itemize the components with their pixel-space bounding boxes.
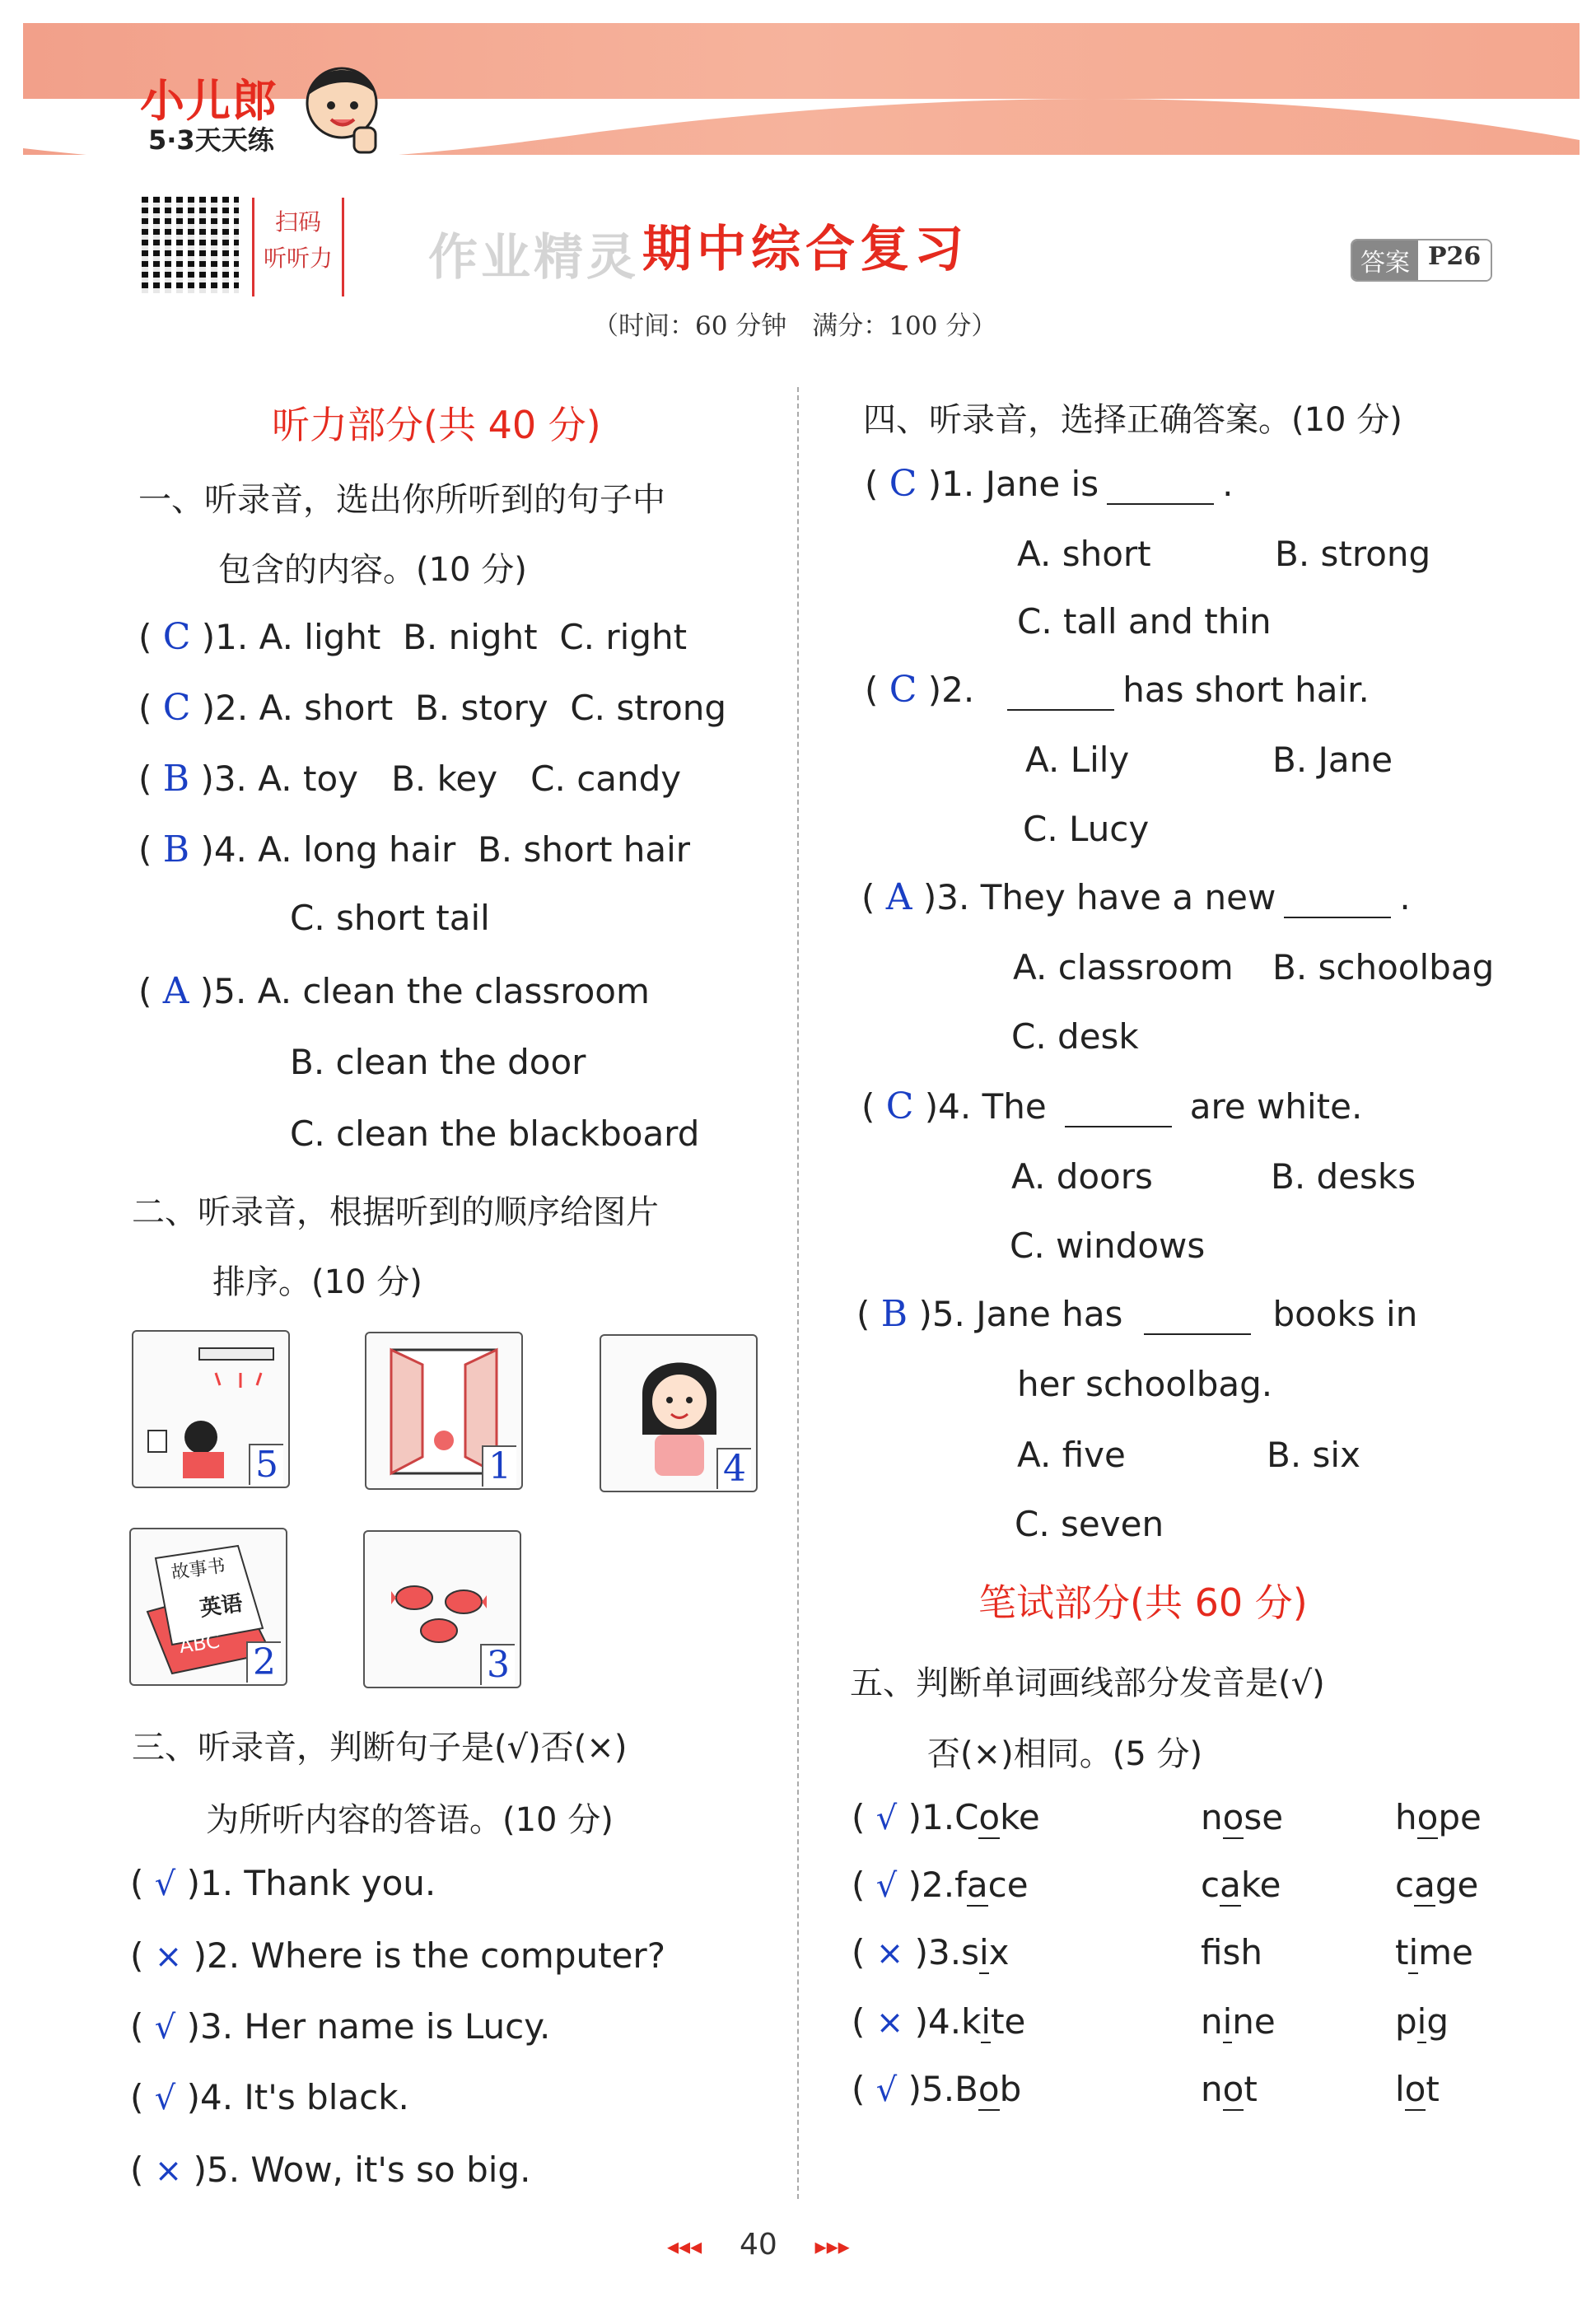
book-title-2: 英语 xyxy=(198,1590,245,1622)
time-score-info: （时间：60 分钟 满分：100 分） xyxy=(593,311,997,341)
s5-answer-5: √ xyxy=(875,2071,898,2109)
s4-question-3: ( A )3. They have a new . xyxy=(861,876,1411,918)
watermark: 作业精灵 xyxy=(428,229,639,287)
s3-answer-5: × xyxy=(154,2152,183,2190)
scan-label-line2: 听听力 xyxy=(263,245,333,272)
page-title: 期中综合复习 xyxy=(642,221,968,278)
s5-question-1: ( √ )1.Coke xyxy=(852,1797,1040,1837)
scan-label-line1: 扫码 xyxy=(274,208,321,236)
s5-answer-2: √ xyxy=(875,1867,898,1905)
column-divider xyxy=(797,387,799,2199)
book-title-3: ABC xyxy=(177,1629,222,1658)
picture-order-number: 5 xyxy=(249,1444,283,1485)
picture-order-number: 4 xyxy=(716,1448,751,1489)
s4-q1-option-c: C. tall and thin xyxy=(1017,601,1272,642)
s5-q2-word3: cage xyxy=(1395,1865,1479,1905)
page-number: 40 xyxy=(739,2228,777,2262)
s3-answer-2: × xyxy=(154,1938,183,1976)
answer-blank xyxy=(1007,709,1114,711)
s4-q3-option-b: B. schoolbag xyxy=(1272,947,1495,987)
s1-question-3: ( B )3. A. toy B. key C. candy xyxy=(138,758,682,800)
s5-answer-1: √ xyxy=(875,1800,898,1837)
s4-q4-option-a: A. doors xyxy=(1011,1156,1153,1197)
section3-title-line2: 为所听内容的答语。(10 分) xyxy=(206,1801,614,1839)
picture-storybook xyxy=(129,1528,287,1686)
s3-answer-3: √ xyxy=(154,2009,176,2047)
listening-section-heading: 听力部分(共 40 分) xyxy=(272,403,601,447)
s1-answer-4: B xyxy=(162,829,190,871)
s4-q5-option-c: C. seven xyxy=(1015,1504,1164,1544)
picture-order-number: 2 xyxy=(246,1641,281,1683)
section4-title: 四、听录音，选择正确答案。(10 分) xyxy=(863,401,1402,439)
s4-question-5: ( B )5. Jane has books in xyxy=(856,1293,1418,1335)
s5-answer-4: × xyxy=(875,2004,904,2042)
s5-q5-word2: not xyxy=(1201,2069,1258,2109)
s4-answer-2: C xyxy=(889,669,917,711)
s4-q1-option-a: A. short xyxy=(1017,534,1151,574)
s4-answer-5: B xyxy=(880,1293,908,1335)
s1-question-5: ( A )5. A. clean the classroom xyxy=(138,970,650,1012)
s5-question-4: ( × )4.kite xyxy=(852,2001,1026,2042)
s4-answer-1: C xyxy=(889,463,917,505)
answer-page-badge[interactable] xyxy=(1351,239,1492,282)
mascot-boy-icon xyxy=(296,58,387,156)
answer-blank xyxy=(1065,1126,1172,1127)
s1-question-1: ( C )1. A. light B. night C. right xyxy=(138,616,688,658)
s4-q2-option-a: A. Lily xyxy=(1025,740,1130,780)
s5-q4-word3: pig xyxy=(1395,2001,1449,2042)
s4-q3-option-c: C. desk xyxy=(1011,1016,1139,1057)
s5-q4-word2: nine xyxy=(1201,2001,1276,2042)
s4-q3-option-a: A. classroom xyxy=(1013,947,1234,987)
s1-question-5-option-c: C. clean the blackboard xyxy=(290,1113,700,1154)
section5-title-line1: 五、判断单词画线部分发音是(√) xyxy=(850,1664,1325,1702)
s4-question-1: ( C )1. Jane is . xyxy=(865,463,1234,505)
page-footer xyxy=(667,2228,850,2262)
picture-candies xyxy=(363,1530,521,1688)
s4-q2-option-c: C. Lucy xyxy=(1023,809,1150,849)
s3-answer-4: √ xyxy=(154,2080,176,2117)
s5-q1-word3: hope xyxy=(1395,1797,1482,1837)
s5-q3-word2: fsh xyxy=(1201,1932,1262,1972)
prev-arrows-icon: ◂◂◂ xyxy=(667,2233,702,2260)
s4-q5-option-a: A. five xyxy=(1017,1435,1126,1475)
s5-answer-3: × xyxy=(875,1935,904,1972)
s1-question-5-option-b: B. clean the door xyxy=(290,1042,586,1082)
s4-question-2: ( C )2. has short hair. xyxy=(865,669,1370,711)
s5-q5-word3: lot xyxy=(1395,2069,1440,2109)
s4-answer-3: A xyxy=(885,876,912,918)
brand-logo: 小儿郎 xyxy=(140,75,278,127)
s1-answer-1: C xyxy=(162,616,191,658)
scan-listen-label xyxy=(252,198,344,296)
section2-title-line2: 排序。(10 分) xyxy=(212,1263,422,1301)
picture-order-number: 3 xyxy=(480,1644,515,1685)
s5-q2-word2: cake xyxy=(1201,1865,1281,1905)
answer-blank xyxy=(1284,917,1391,918)
answer-blank xyxy=(1144,1333,1251,1335)
s5-question-3: ( × )3.six xyxy=(852,1932,1010,1972)
s3-question-5: ( × )5. Wow, it's so big. xyxy=(130,2150,531,2190)
section2-title-line1: 二、听录音，根据听到的顺序给图片 xyxy=(132,1193,659,1231)
s3-answer-1: √ xyxy=(154,1865,176,1903)
section1-title-line2: 包含的内容。(10 分) xyxy=(218,551,527,589)
s5-q3-word3: time xyxy=(1395,1932,1473,1972)
picture-girl-long-hair xyxy=(600,1334,758,1492)
s1-question-4-option-c: C. short tail xyxy=(290,898,490,938)
s4-q5-option-b: B. six xyxy=(1267,1435,1360,1475)
s5-question-5: ( √ )5.Bob xyxy=(852,2069,1022,2109)
s1-answer-3: B xyxy=(162,758,190,800)
section5-title-line2: 否(×)相同。(5 分) xyxy=(927,1735,1203,1773)
qr-code[interactable] xyxy=(142,196,239,293)
s5-q1-word2: nose xyxy=(1201,1797,1284,1837)
s1-question-2: ( C )2. A. short B. story C. strong xyxy=(138,687,727,729)
answer-page: P26 xyxy=(1418,240,1491,280)
s3-question-2: ( × )2. Where is the computer? xyxy=(130,1935,665,1976)
s4-question-4: ( C )4. The are white. xyxy=(861,1085,1363,1127)
answer-blank xyxy=(1107,503,1214,505)
s4-q4-option-b: B. desks xyxy=(1271,1156,1416,1197)
s1-answer-2: C xyxy=(162,687,191,729)
picture-turn-on-light xyxy=(132,1330,290,1488)
s4-q1-option-b: B. strong xyxy=(1275,534,1431,574)
section3-title-line1: 三、听录音，判断句子是(√)否(×) xyxy=(132,1729,628,1767)
s4-answer-4: C xyxy=(885,1085,914,1127)
s3-question-1: ( √ )1. Thank you. xyxy=(130,1863,436,1903)
s4-q5-continuation: her schoolbag. xyxy=(1017,1364,1273,1404)
section1-title-line1: 一、听录音，选出你所听到的句子中 xyxy=(138,481,665,519)
brand-subtitle: 5·3天天练 xyxy=(148,124,274,156)
picture-open-window xyxy=(365,1332,523,1490)
s4-q2-option-b: B. Jane xyxy=(1272,740,1393,780)
answer-label: 答案 xyxy=(1352,240,1418,280)
picture-order-number: 1 xyxy=(482,1445,516,1487)
s4-q4-option-c: C. windows xyxy=(1010,1225,1206,1266)
s1-answer-5: A xyxy=(162,970,189,1012)
s1-question-4: ( B )4. A. long hair B. short hair xyxy=(138,829,691,871)
written-section-heading: 笔试部分(共 60 分) xyxy=(978,1580,1308,1625)
next-arrows-icon: ▸▸▸ xyxy=(814,2233,850,2260)
s3-question-4: ( √ )4. It's black. xyxy=(130,2077,409,2117)
s3-question-3: ( √ )3. Her name is Lucy. xyxy=(130,2006,551,2047)
book-title-1: 故事书 xyxy=(170,1555,227,1584)
s5-question-2: ( √ )2.face xyxy=(852,1865,1029,1905)
